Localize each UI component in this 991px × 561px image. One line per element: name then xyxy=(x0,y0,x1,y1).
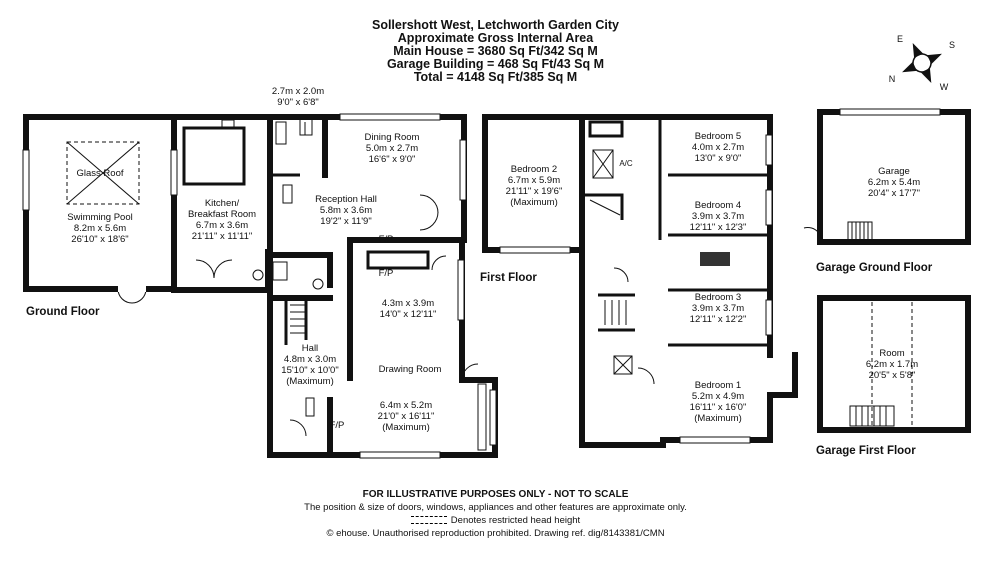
first-floor-label: First Floor xyxy=(480,272,537,284)
pool-walls xyxy=(26,117,174,289)
total-area: Total = 4148 Sq Ft/385 Sq M xyxy=(413,70,578,84)
swimming-pool-label: Swimming Pool 8.2m x 5.6m 26'10" x 18'6" xyxy=(67,212,133,245)
fireplace-label-1: F/P xyxy=(378,234,394,245)
approximate-note: The position & size of doors, windows, appliances and other features are approximate only. xyxy=(304,502,687,513)
bedroom-1-label: Bedroom 1 5.2m x 4.9m 16'11" x 16'0" (Maximum) xyxy=(689,380,747,424)
garage-first-floor-label: Garage First Floor xyxy=(816,445,916,457)
bedroom-4-label: Bedroom 4 3.9m x 3.7m 12'11" x 12'3" xyxy=(689,200,747,233)
reception-hall-label: Reception Hall 5.8m x 3.6m 19'2" x 11'9" xyxy=(315,194,377,227)
restricted-head-height-icon xyxy=(411,516,447,524)
copyright-note: © ehouse. Unauthorised reproduction prohibited. Drawing ref. dig/8143381/CMN xyxy=(326,528,665,539)
garage-ground-floor-label: Garage Ground Floor xyxy=(816,262,933,274)
drawing-room-name: Drawing Room xyxy=(378,364,442,375)
main-house-area: Main House = 3680 Sq Ft/342 Sq M xyxy=(393,44,598,58)
bedroom-2-label: Bedroom 2 6.7m x 5.9m 21'11" x 19'6" (Maximum) xyxy=(505,164,563,208)
area-subtitle: Approximate Gross Internal Area xyxy=(397,31,594,45)
garage-label: Garage 6.2m x 5.4m 20'4" x 17'7" xyxy=(867,166,921,199)
sitting-room-label: 4.3m x 3.9m 14'0" x 12'11" xyxy=(379,298,437,320)
room-label: Room 6.2m x 1.7m 20'5" x 5'8" xyxy=(865,348,919,381)
hall-label: Hall 4.8m x 3.0m 15'10" x 10'0" (Maximum) xyxy=(281,343,339,387)
bedroom-3-label: Bedroom 3 3.9m x 3.7m 12'11" x 12'2" xyxy=(689,292,747,325)
compass-east: E xyxy=(896,34,904,44)
fireplace-label-2: F/P xyxy=(378,268,394,279)
compass-north: N xyxy=(888,74,896,84)
fireplace-label-3: F/P xyxy=(329,420,345,431)
kitchen-label: Kitchen/ Breakfast Room 6.7m x 3.6m 21'11" x 11'11" xyxy=(187,198,257,242)
dining-room-label: Dining Room 5.0m x 2.7m 16'6" x 9'0" xyxy=(364,132,420,165)
drawing-room-label: 6.4m x 5.2m 21'0" x 16'11" (Maximum) xyxy=(377,400,435,433)
glass-roof-label: Glass Roof xyxy=(76,168,124,179)
bedroom-5-label: Bedroom 5 4.0m x 2.7m 13'0" x 9'0" xyxy=(691,131,745,164)
top-room-dimensions: 2.7m x 2.0m 9'0" x 6'8" xyxy=(271,86,325,108)
ground-floor-label: Ground Floor xyxy=(26,306,100,318)
ac-label: A/C xyxy=(619,159,633,168)
compass-west: W xyxy=(939,82,949,92)
head-height-legend: Denotes restricted head height xyxy=(0,514,991,527)
compass-south: S xyxy=(948,40,956,50)
fireplace-surround xyxy=(368,252,428,268)
illustrative-note: FOR ILLUSTRATIVE PURPOSES ONLY - NOT TO SCALE xyxy=(362,489,629,500)
garage-building-area: Garage Building = 468 Sq Ft/43 Sq M xyxy=(386,57,605,71)
property-title: Sollershott West, Letchworth Garden City xyxy=(371,18,620,32)
